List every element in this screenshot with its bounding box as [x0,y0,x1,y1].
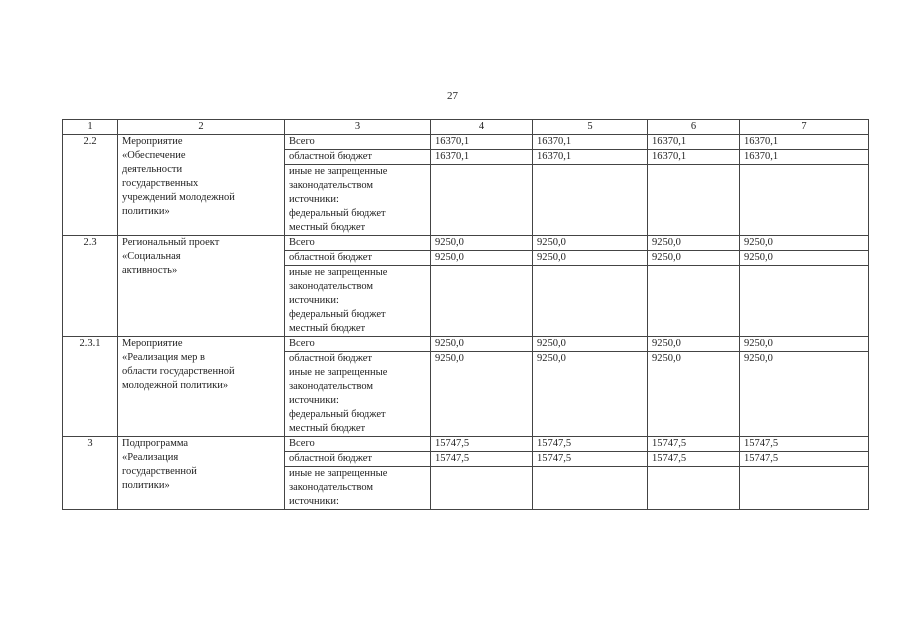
amount-cell: 15747,5 [740,452,869,467]
header-cell: 2 [118,120,285,135]
amount-cell: 16370,1 [740,150,869,165]
amount-cell: 15747,5 [648,452,740,467]
amount-cell: 9250,0 [648,236,740,251]
header-cell: 3 [285,120,431,135]
funding-source-line: законодательством [289,482,374,493]
funding-source [285,452,431,467]
header-row [63,120,869,135]
funding-source-line: областной бюджет [289,453,372,464]
row-number: 2.3 [63,236,118,337]
amount-cell: 16370,1 [740,135,869,150]
funding-source [285,236,431,251]
funding-source [285,352,431,437]
amount-cell: 16370,1 [533,150,648,165]
header-cell: 6 [648,120,740,135]
funding-source [285,437,431,452]
amount-cell: 9250,0 [431,236,533,251]
funding-source-line: местный бюджет [289,423,366,434]
activity-title-line: государственной [122,466,197,477]
row-number: 3 [63,437,118,510]
amount-cell: 15747,5 [740,437,869,452]
amount-cell [740,467,869,510]
amount-cell: 9250,0 [740,352,869,437]
funding-source-line: местный бюджет [289,323,366,334]
funding-source-line: источники: [289,295,339,306]
funding-source-line: источники: [289,194,339,205]
row-number: 2.3.1 [63,337,118,437]
amount-cell: 16370,1 [431,150,533,165]
budget-table [62,119,869,510]
activity-title-line: активность» [122,265,178,276]
amount-cell: 15747,5 [431,452,533,467]
header-cell: 4 [431,120,533,135]
activity-title-line: политики» [122,206,170,217]
funding-source-line: законодательством [289,180,374,191]
amount-cell: 9250,0 [431,337,533,352]
amount-cell: 9250,0 [740,251,869,266]
amount-cell [648,266,740,337]
funding-source-line: Всего [289,136,315,147]
amount-cell: 15747,5 [533,437,648,452]
amount-cell: 16370,1 [648,150,740,165]
table-row [63,337,869,352]
funding-source-line: областной бюджет [289,151,372,162]
activity-title [118,236,285,337]
funding-source-line: федеральный бюджет [289,208,386,219]
amount-cell: 15747,5 [431,437,533,452]
activity-title-line: «Реализация [122,452,179,463]
amount-cell: 15747,5 [648,437,740,452]
activity-title [118,437,285,510]
amount-cell: 9250,0 [740,337,869,352]
amount-cell: 15747,5 [533,452,648,467]
table-row [63,135,869,150]
funding-source [285,266,431,337]
amount-cell: 16370,1 [533,135,648,150]
funding-source-line: законодательством [289,381,374,392]
funding-source [285,337,431,352]
budget-table-body [63,120,869,510]
funding-source [285,135,431,150]
amount-cell [431,467,533,510]
amount-cell: 9250,0 [740,236,869,251]
header-cell: 1 [63,120,118,135]
amount-cell [740,266,869,337]
header-cell: 5 [533,120,648,135]
activity-title-line: политики» [122,480,170,491]
activity-title-line: Мероприятие [122,136,183,147]
table-row [63,236,869,251]
amount-cell: 16370,1 [648,135,740,150]
funding-source-line: местный бюджет [289,222,366,233]
funding-source [285,165,431,236]
amount-cell [533,467,648,510]
amount-cell [740,165,869,236]
activity-title-line: Мероприятие [122,338,183,349]
table-row [63,437,869,452]
amount-cell: 9250,0 [533,352,648,437]
amount-cell: 9250,0 [533,337,648,352]
funding-source-line: иные не запрещенные [289,267,388,278]
funding-source-line: федеральный бюджет [289,309,386,320]
amount-cell [648,467,740,510]
amount-cell: 9250,0 [431,352,533,437]
activity-title [118,135,285,236]
funding-source [285,251,431,266]
amount-cell [431,165,533,236]
funding-source [285,467,431,510]
funding-source-line: областной бюджет [289,252,372,263]
activity-title-line: «Обеспечение [122,150,186,161]
activity-title [118,337,285,437]
amount-cell [533,165,648,236]
funding-source-line: Всего [289,338,315,349]
header-cell: 7 [740,120,869,135]
funding-source-line: иные не запрещенные [289,367,388,378]
amount-cell: 9250,0 [648,352,740,437]
amount-cell: 9250,0 [533,251,648,266]
funding-source-line: федеральный бюджет [289,409,386,420]
funding-source-line: источники: [289,395,339,406]
activity-title-line: учреждений молодежной [122,192,235,203]
amount-cell: 16370,1 [431,135,533,150]
funding-source [285,150,431,165]
row-number: 2.2 [63,135,118,236]
amount-cell: 9250,0 [431,251,533,266]
activity-title-line: «Реализация мер в [122,352,205,363]
activity-title-line: области государственной [122,366,235,377]
funding-source-line: законодательством [289,281,374,292]
funding-source-line: областной бюджет [289,353,372,364]
amount-cell [431,266,533,337]
activity-title-line: Региональный проект [122,237,220,248]
amount-cell: 9250,0 [533,236,648,251]
activity-title-line: деятельности [122,164,183,175]
amount-cell: 9250,0 [648,251,740,266]
activity-title-line: государственных [122,178,199,189]
activity-title-line: Подпрограмма [122,438,189,449]
amount-cell [648,165,740,236]
funding-source-line: иные не запрещенные [289,468,388,479]
amount-cell: 9250,0 [648,337,740,352]
activity-title-line: молодежной политики» [122,380,229,391]
page-number: 27 [447,90,458,102]
funding-source-line: Всего [289,438,315,449]
funding-source-line: Всего [289,237,315,248]
amount-cell [533,266,648,337]
funding-source-line: иные не запрещенные [289,166,388,177]
funding-source-line: источники: [289,496,339,507]
activity-title-line: «Социальная [122,251,181,262]
